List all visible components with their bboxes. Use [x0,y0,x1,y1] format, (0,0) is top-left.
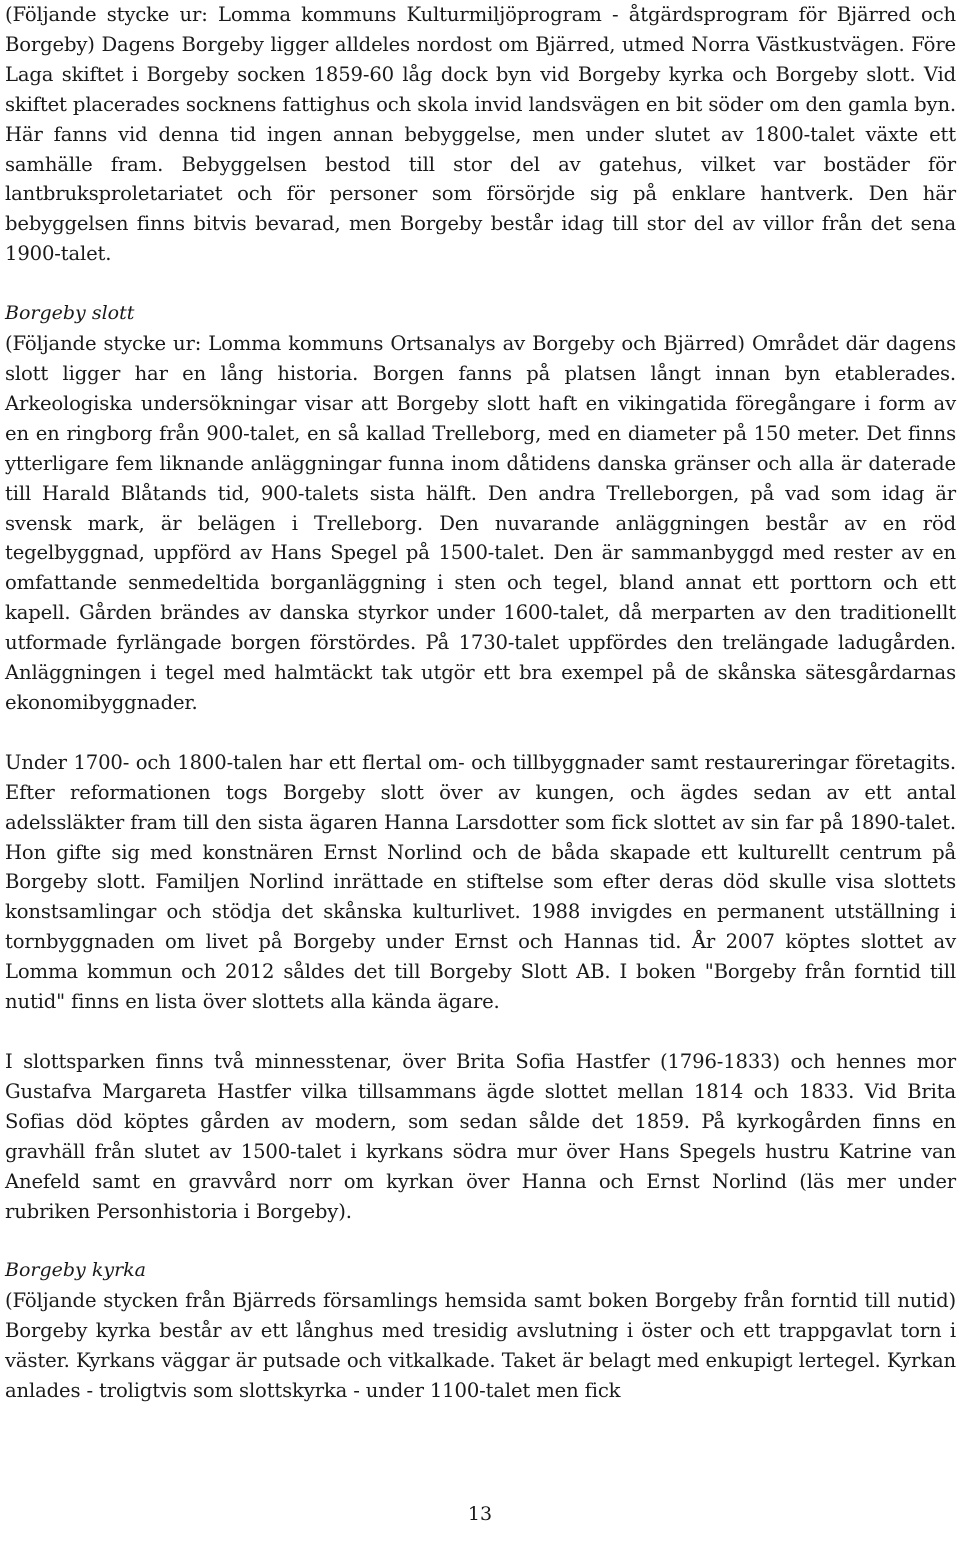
section-heading-borgeby-slott: Borgeby slott [5,302,135,325]
paragraph-memorial-stones: I slottsparken finns två minnesstenar, över Brita Sofia Hastfer (1796-1833) och hennes mor Gustafva Margareta Hastfer vilka tillsammans ägde slottet mellan 1814 och 1833. Vid Brita Sofias död köptes gården av modern, som sedan sålde det 1859. På kyrkogården finns en gravhäll från slutet av 1500-talet i kyrkans södra mur över Hans Spegels hustru Katrine van Anefeld samt en gravvård norr om kyrkan över Hanna och Ernst Norlind (läs mer under rubriken Personhistoria i Borgeby). [5,1050,956,1223]
page-number: 13 [467,1503,493,1525]
paragraph-borgeby-kyrka: (Följande stycken från Bjärreds församlings hemsida samt boken Borgeby från forntid till nutid) Borgeby kyrka består av ett långhus med tresidig avslutning i öster och ett trappgavlat torn i väster. Kyrkans väggar är putsade och vitkalkade. Taket är belagt med enkupigt lertegel. Kyrkan anlades - troligtvis som slottskyrka - under 1100-talet men fick [5,1289,956,1403]
document-page [5,0,956,1406]
paragraph-borgeby-intro: (Följande stycke ur: Lomma kommuns Kulturmiljöprogram - åtgärdsprogram för Bjärred och Borgeby) Dagens Borgeby ligger alldeles nordost om Bjärred, utmed Norra Västkustvägen. Före Laga skiftet i Borgeby socken 1859-60 låg dock byn vid Borgeby kyrka och Borgeby slott. Vid skiftet placerades socknens fattighus och skola invid landsvägen en bit söder om den gamla byn. Här fanns vid denna tid ingen annan bebyggelse, men under slutet av 1800-talet växte ett samhälle fram. Bebyggelsen bestod till stor del av gatehus, vilket var bostäder för lantbruksproletariatet och för personer som försörjde sig på enklare hantverk. Den här bebyggelsen finns bitvis bevarad, men Borgeby består idag till stor del av villor från det sena 1900-talet. [5,3,956,266]
paragraph-borgeby-slott-owners: Under 1700- och 1800-talen har ett flertal om- och tillbyggnader samt restaureringar företagits. Efter reformationen togs Borgeby slott över av kungen, och ägdes sedan av ett antal adelssläkter fram till den sista ägaren Hanna Larsdotter som fick slottet av sin far på 1890-talet. Hon gifte sig med konstnären Ernst Norlind och de båda skapade ett kulturellt centrum på Borgeby slott. Familjen Norlind inrättade en stiftelse som efter deras död skulle visa slottets konstsamlingar och stödja det skånska kulturlivet. 1988 invigdes en permanent utställning i tornbyggnaden om livet på Borgeby under Ernst och Hannas tid. År 2007 köptes slottet av Lomma kommun och 2012 såldes det till Borgeby Slott AB. I boken "Borgeby från forntid till nutid" finns en lista över slottets alla kända ägare. [5,750,956,1014]
paragraph-borgeby-slott-history: (Följande stycke ur: Lomma kommuns Ortsanalys av Borgeby och Bjärred) Området där dagens slott ligger har en lång historia. Borgen fanns på platsen långt innan byn etablerades. Arkeologiska undersökningar visar att Borgeby slott haft en vikingatida föregångare i form av en en ringborg från 900-talet, en så kallad Trelleborg, med en diameter på 150 meter. Det finns ytterligare fem liknande anläggningar funna inom dåtidens danska gränser och alla är daterade till Harald Blåtands tid, 900-talets sista hälft. Den andra Trelleborgen, på vad som idag är svensk mark, är belägen i Trelleborg. Den nuvarande anläggningen består av en röd tegelbyggnad, uppförd av Hans Spegel på 1500-talet. Den är sammanbyggd med rester av en omfattande senmedeltida borganläggning i sten och tegel, bland annat ett porttorn och ett kapell. Gården brändes av danska styrkor under 1600-talet, då merparten av den traditionellt utformade fyrlängade borgen förstördes. På 1730-talet uppfördes den trelängade ladugården. Anläggningen i tegel med halmtäckt tak utgör ett bra exempel på de skånska sätesgårdarnas ekonomibyggnader. [5,332,956,714]
section-heading-borgeby-kyrka: Borgeby kyrka [5,1259,146,1282]
